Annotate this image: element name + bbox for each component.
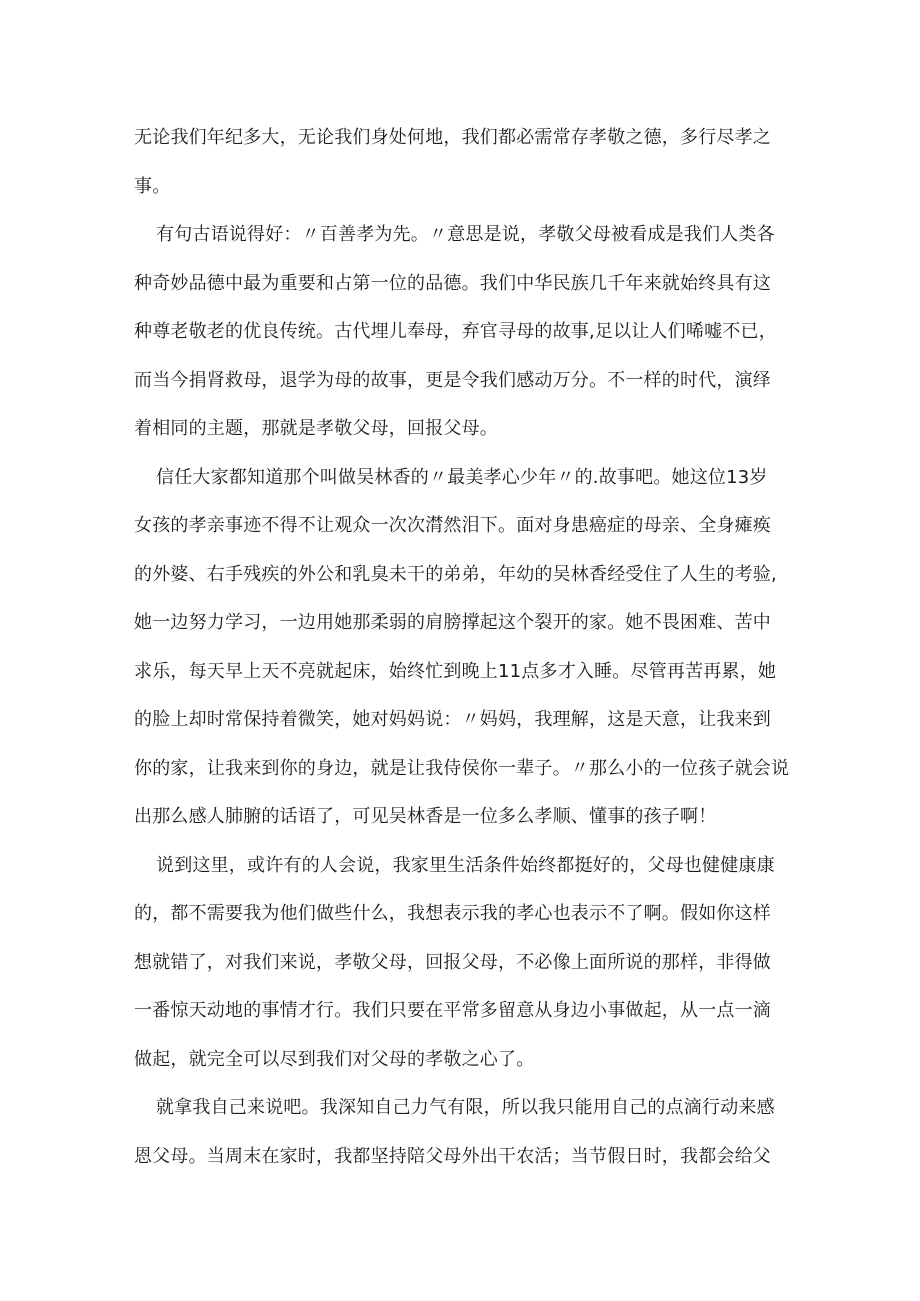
text-line: 说到这里，或许有的人会说，我家里生活条件始终都挺好的，父母也健健康康: [156, 854, 775, 876]
text-line: 就拿我自己来说吧。我深知自己力气有限，所以我只能用自己的点滴行动来感: [156, 1097, 775, 1118]
text-line: 出那么感人肺腑的话语了，可见吴林香是一位多么孝顺、懂事的孩子啊！: [134, 806, 717, 827]
paragraph-2: [134, 211, 790, 454]
text-line: 无论我们年纪多大，无论我们身处何地，我们都必需常存孝敬之德，多行尽孝之: [134, 127, 771, 148]
text-line: 一番惊天动地的事情才行。我们只要在平常多留意从身边小事做起，从一点一滴: [134, 1000, 771, 1021]
text-line: 而当今捐肾救母，退学为母的故事，更是令我们感动万分。不一样的时代，演绎: [134, 369, 771, 391]
text-line: 的，都不需要我为他们做些什么，我想表示我的孝心也表示不了啊。假如你这样: [134, 903, 771, 924]
document-body: [134, 114, 790, 1181]
text-line: 她一边努力学习，一边用她那柔弱的肩膀撑起这个裂开的家。她不畏困难、苦中: [134, 612, 771, 633]
text-line: 种奇妙品德中最为重要和占第一位的品德。我们中华民族几千年来就始终具有这: [134, 272, 771, 294]
paragraph-5: [134, 1084, 790, 1181]
paragraph-4: [134, 842, 790, 1085]
text-line: 求乐，每天早上天不亮就起床，始终忙到晚上11点多才入睡。尽管再苦再累，她: [134, 660, 777, 682]
text-line: 的脸上却时常保持着微笑，她对妈妈说：〃妈妈，我理解，这是天意，让我来到: [134, 709, 771, 730]
text-line: 你的家，让我来到你的身边，就是让我侍侯你一辈子。〃那么小的一位孩子就会说: [134, 757, 790, 779]
text-line: 有句古语说得好：〃百善孝为先。〃意思是说，孝敬父母被看成是我们人类各: [156, 224, 775, 245]
paragraph-3: [134, 454, 790, 842]
text-line: 的外婆、右手残疾的外公和乳臭未干的弟弟，年幼的吴林香经受住了人生的考验,: [134, 563, 777, 585]
text-line: 种尊老敬老的优良传统。古代埋儿奉母，弃官寻母的故事,足以让人们唏嘘不已，: [134, 321, 777, 342]
text-line: 想就错了，对我们来说，孝敬父母，回报父母，不必像上面所说的那样，非得做: [134, 951, 771, 973]
paragraph-1: [134, 114, 790, 211]
text-line: 信任大家都知道那个叫做吴林香的〃最美孝心少年〃的.故事吧。她这位13岁: [156, 466, 768, 488]
text-line: 事。: [134, 175, 171, 197]
text-line: 女孩的孝亲事迹不得不让观众一次次潸然泪下。面对身患癌症的母亲、全身瘫痪: [134, 515, 771, 536]
text-line: 着相同的主题，那就是孝敬父母，回报父母。: [134, 418, 498, 439]
text-line: 做起，就完全可以尽到我们对父母的孝敬之心了。: [134, 1048, 535, 1070]
text-line: 恩父母。当周末在家时，我都坚持陪父母外出干农活；当节假日时，我都会给父: [134, 1145, 771, 1167]
